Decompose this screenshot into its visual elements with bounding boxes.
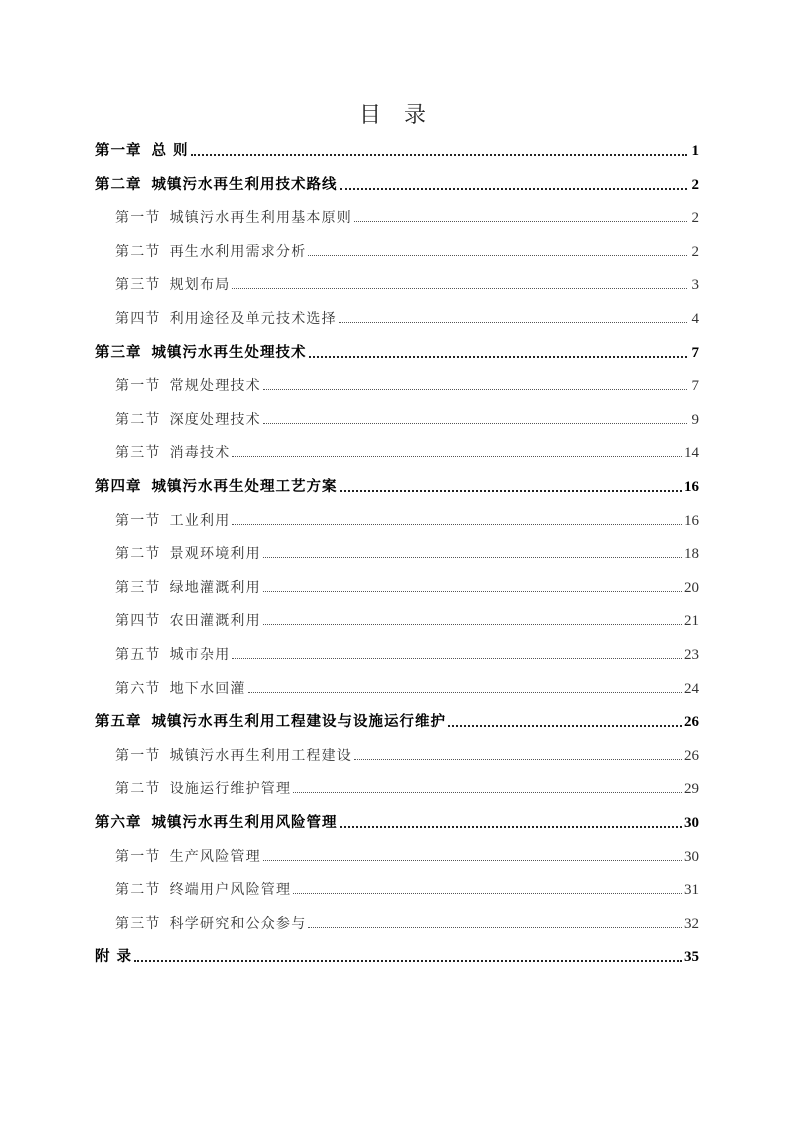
section-title: 再生水利用需求分析	[169, 243, 307, 260]
toc-entry-section[interactable]	[115, 272, 699, 294]
dot-leader	[263, 591, 682, 592]
toc-title: 目 录	[359, 103, 434, 128]
dot-leader	[232, 658, 682, 659]
dot-leader	[293, 893, 682, 894]
toc-entry-chapter-3[interactable]	[95, 340, 699, 362]
dot-leader	[448, 725, 682, 727]
section-title: 城镇污水再生利用工程建设	[169, 747, 353, 764]
chapter-title: 城镇污水再生利用工程建设与设施运行维护	[151, 713, 446, 731]
toc-entry-section[interactable]	[115, 642, 699, 664]
dot-leader	[309, 356, 688, 358]
toc-entry-chapter-2[interactable]	[95, 172, 699, 194]
toc-entry-section[interactable]	[115, 877, 699, 899]
section-number: 第二节	[115, 781, 161, 798]
page-number: 24	[684, 680, 699, 697]
section-title: 规划布局	[169, 277, 231, 294]
appendix-title: 附 录	[95, 948, 133, 966]
page-number: 29	[684, 781, 699, 798]
toc-entry-section[interactable]	[115, 440, 699, 462]
dot-leader	[263, 624, 682, 625]
chapter-number: 第四章	[95, 478, 142, 495]
chapter-number: 第六章	[95, 814, 142, 831]
chapter-number: 第五章	[95, 713, 142, 731]
page-number: 2	[691, 210, 699, 227]
section-title: 深度处理技术	[169, 411, 261, 428]
section-title: 农田灌溉利用	[169, 613, 261, 630]
section-number: 第三节	[115, 445, 161, 462]
toc-entry-chapter-4[interactable]	[95, 474, 699, 496]
toc-entry-chapter-6[interactable]	[95, 810, 699, 832]
dot-leader	[340, 188, 688, 190]
dot-leader	[191, 154, 687, 156]
section-number: 第四节	[115, 311, 161, 327]
dot-leader	[263, 423, 687, 424]
toc-entry-section[interactable]	[115, 373, 699, 395]
section-number: 第二节	[115, 546, 161, 563]
page-number: 30	[684, 848, 699, 865]
chapter-number: 第一章	[95, 142, 142, 159]
section-title: 生产风险管理	[169, 848, 261, 865]
dot-leader	[339, 322, 687, 323]
page-number: 3	[691, 277, 699, 294]
section-title: 工业利用	[169, 512, 231, 529]
page-number: 26	[684, 747, 699, 764]
section-title: 地下水回灌	[169, 680, 246, 697]
section-title: 城镇污水再生利用基本原则	[169, 210, 353, 227]
section-title: 终端用户风险管理	[169, 882, 292, 899]
chapter-title: 城镇污水再生处理工艺方案	[151, 478, 338, 495]
page-number: 16	[684, 479, 699, 495]
page-number: 14	[684, 445, 699, 462]
toc-entry-section[interactable]	[115, 844, 699, 866]
toc-entry-section[interactable]	[115, 911, 699, 933]
toc-entry-section[interactable]	[115, 306, 699, 328]
toc-entry-section[interactable]	[115, 608, 699, 630]
section-number: 第三节	[115, 915, 161, 932]
section-title: 科学研究和公众参与	[169, 915, 307, 932]
page-number: 2	[691, 243, 699, 260]
section-number: 第一节	[115, 747, 161, 764]
page-number: 7	[691, 378, 699, 395]
toc-entry-section[interactable]	[115, 575, 699, 597]
dot-leader	[263, 557, 682, 558]
page-number: 23	[684, 647, 699, 663]
toc-entry-section[interactable]	[115, 776, 699, 798]
section-number: 第一节	[115, 210, 161, 227]
page-number: 18	[684, 546, 699, 563]
chapter-title: 城镇污水再生利用风险管理	[151, 814, 338, 831]
section-title: 常规处理技术	[169, 378, 261, 395]
section-title: 景观环境利用	[169, 546, 261, 563]
dot-leader	[232, 524, 682, 525]
page-number: 16	[684, 512, 699, 529]
chapter-title: 总 则	[151, 142, 189, 159]
section-number: 第六节	[115, 680, 161, 697]
page-number: 9	[691, 411, 699, 428]
section-number: 第三节	[115, 277, 161, 294]
dot-leader	[248, 692, 682, 693]
section-title: 利用途径及单元技术选择	[169, 311, 337, 327]
page-number: 30	[684, 815, 699, 831]
dot-leader	[263, 860, 682, 861]
page-number: 4	[691, 311, 699, 327]
dot-leader	[308, 927, 682, 928]
section-number: 第三节	[115, 579, 161, 596]
section-number: 第二节	[115, 243, 161, 260]
page-number: 32	[684, 915, 699, 932]
toc-entry-section[interactable]	[115, 239, 699, 261]
page-number: 2	[691, 176, 699, 193]
chapter-number: 第三章	[95, 343, 142, 361]
page-number: 21	[684, 613, 699, 630]
dot-leader	[354, 221, 687, 222]
section-title: 城市杂用	[169, 647, 231, 663]
dot-leader	[354, 759, 682, 760]
page-number: 1	[691, 143, 699, 159]
dot-leader	[293, 792, 682, 793]
toc-entry-section[interactable]	[115, 541, 699, 563]
section-title: 设施运行维护管理	[169, 781, 292, 798]
toc-entry-appendix[interactable]	[95, 944, 699, 966]
toc-entry-section[interactable]	[115, 508, 699, 530]
dot-leader	[134, 960, 682, 962]
dot-leader	[340, 826, 683, 828]
dot-leader	[263, 389, 687, 390]
section-number: 第四节	[115, 613, 161, 630]
dot-leader	[340, 490, 683, 492]
chapter-number: 第二章	[95, 175, 142, 193]
chapter-title: 城镇污水再生处理技术	[151, 343, 307, 361]
page-number: 20	[684, 579, 699, 596]
section-number: 第一节	[115, 378, 161, 395]
toc-entry-section[interactable]	[115, 205, 699, 227]
toc-entry-section[interactable]	[115, 743, 699, 765]
section-title: 绿地灌溉利用	[169, 579, 261, 596]
toc-entry-section[interactable]	[115, 676, 699, 698]
toc-entry-chapter-1[interactable]	[95, 138, 699, 160]
dot-leader	[308, 255, 687, 256]
section-number: 第二节	[115, 882, 161, 899]
section-title: 消毒技术	[169, 445, 231, 462]
section-number: 第五节	[115, 647, 161, 663]
section-number: 第一节	[115, 848, 161, 865]
dot-leader	[232, 456, 682, 457]
page-number: 26	[684, 714, 699, 731]
toc-entry-section[interactable]	[115, 407, 699, 429]
dot-leader	[232, 288, 687, 289]
section-number: 第一节	[115, 512, 161, 529]
page-number: 7	[691, 344, 699, 361]
page-number: 35	[684, 949, 699, 966]
page-number: 31	[684, 882, 699, 899]
section-number: 第二节	[115, 411, 161, 428]
toc-entry-chapter-5[interactable]	[95, 709, 699, 731]
chapter-title: 城镇污水再生利用技术路线	[151, 175, 338, 193]
